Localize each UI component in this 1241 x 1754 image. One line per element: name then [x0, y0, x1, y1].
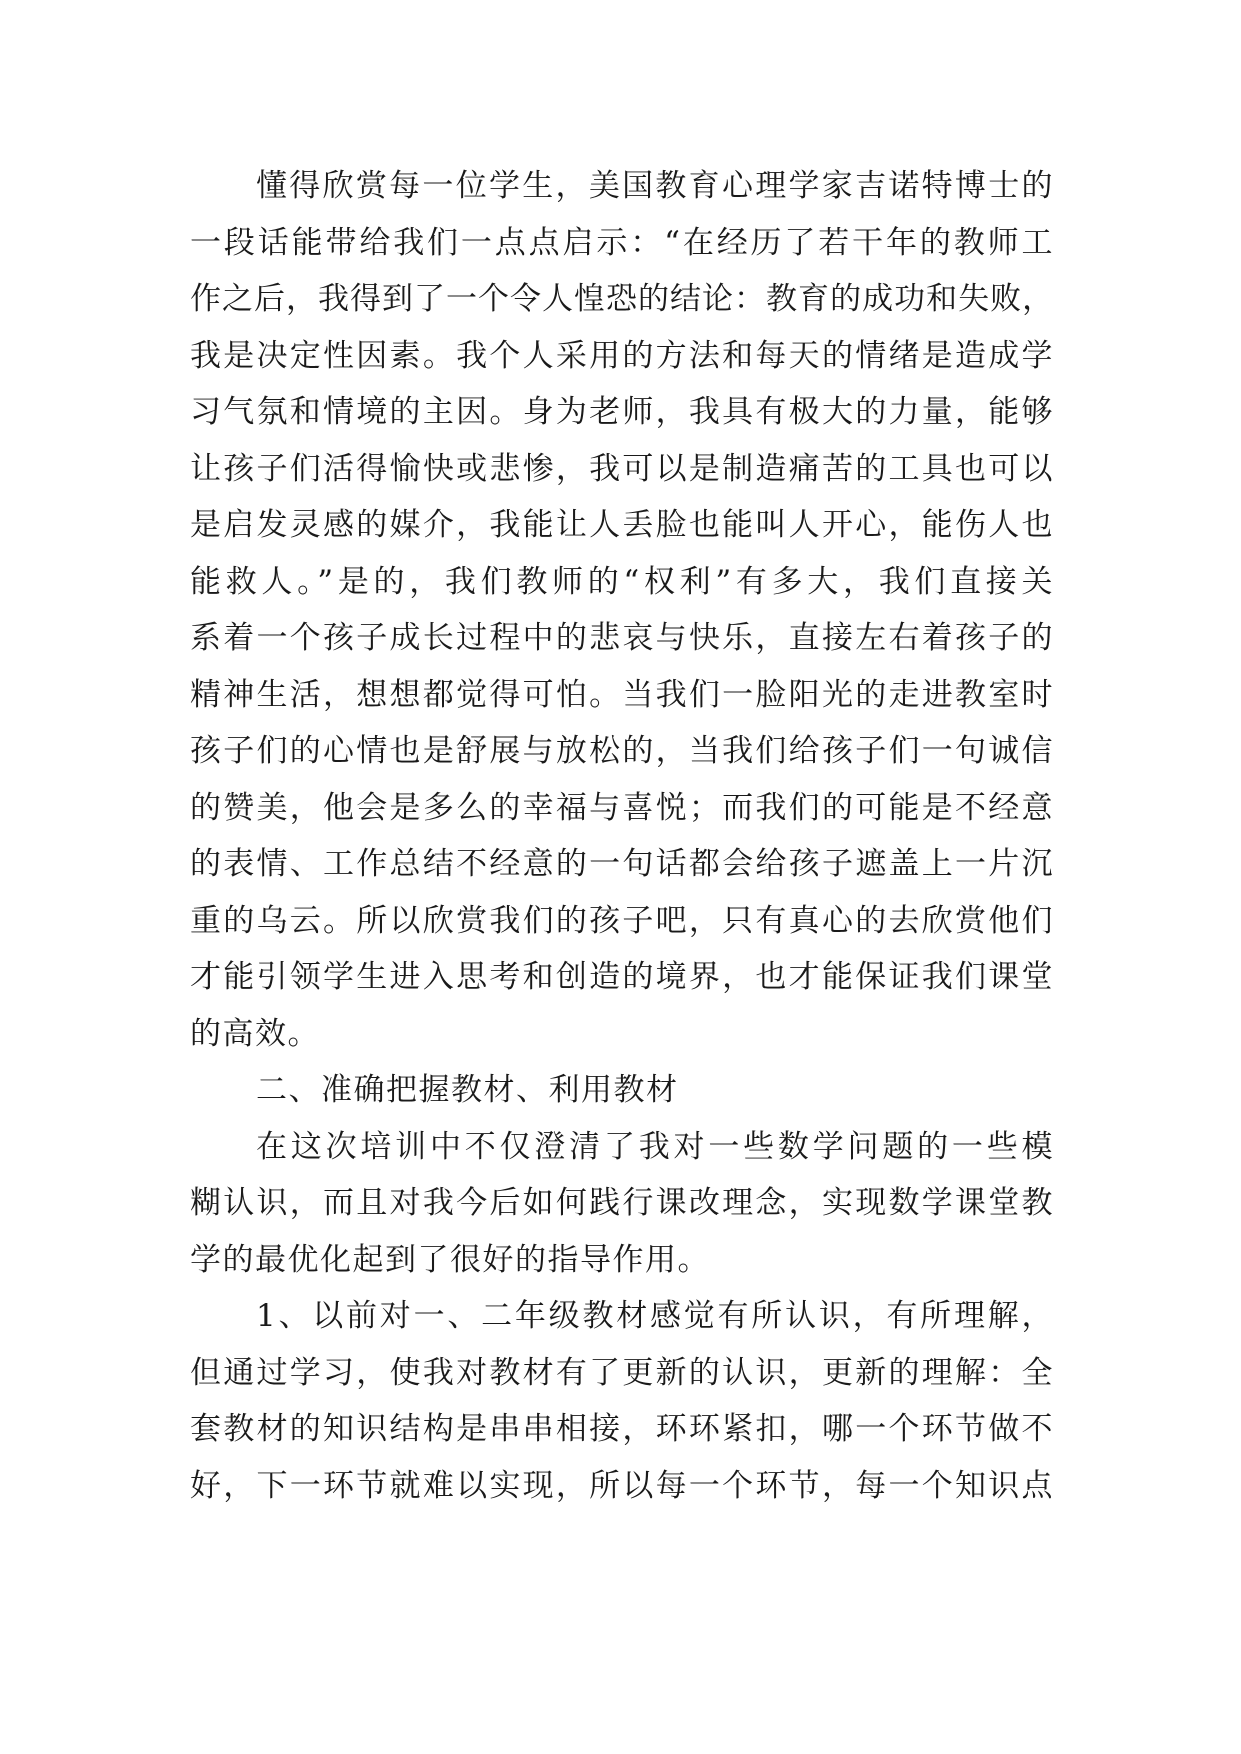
- text-line: 在这次培训中不仅澄清了我对一些数学问题的一些模: [256, 1128, 1054, 1165]
- text-line: 孩子们的心情也是舒展与放松的，当我们给孩子们一句诚信: [190, 733, 1054, 769]
- text-line: 一段话能带给我们一点点启示：“在经历了若干年的教师工: [190, 224, 1054, 261]
- text-line: 好，下一环节就难以实现，所以每一个环节，每一个知识点: [190, 1467, 1054, 1504]
- text-line: 是启发灵感的媒介，我能让人丢脸也能叫人开心，能伤人也: [190, 507, 1054, 543]
- text-line: 作之后，我得到了一个令人惶恐的结论：教育的成功和失败，: [190, 281, 1054, 317]
- text-line: 系着一个孩子成长过程中的悲哀与快乐，直接左右着孩子的: [190, 620, 1054, 656]
- text-line: 但通过学习，使我对教材有了更新的认识，更新的理解：全: [190, 1354, 1054, 1391]
- text-line: 的表情、工作总结不经意的一句话都会给孩子遮盖上一片沉: [190, 846, 1054, 882]
- text-line: 能救人。”是的，我们教师的“权利”有多大，我们直接关: [190, 563, 1054, 600]
- text-line: 的赞美，他会是多么的幸福与喜悦；而我们的可能是不经意: [190, 789, 1054, 826]
- text-line: 习气氛和情境的主因。身为老师，我具有极大的力量，能够: [190, 394, 1054, 430]
- document-body: [190, 158, 1054, 1514]
- text-line: 精神生活，想想都觉得可怕。当我们一脸阳光的走进教室时: [190, 676, 1054, 713]
- text-line: 重的乌云。所以欣赏我们的孩子吧，只有真心的去欣赏他们: [190, 902, 1054, 939]
- text-line: 才能引领学生进入思考和创造的境界，也才能保证我们课堂: [190, 959, 1054, 995]
- text-line: 二、准确把握教材、利用教材: [256, 1072, 679, 1108]
- text-line: 糊认识，而且对我今后如何践行课改理念，实现数学课堂教: [190, 1185, 1054, 1221]
- text-line: 我是决定性因素。我个人采用的方法和每天的情绪是造成学: [190, 337, 1054, 374]
- text-line: 学的最优化起到了很好的指导作用。: [190, 1241, 710, 1278]
- text-line: 1、以前对一、二年级教材感觉有所认识，有所理解，: [256, 1298, 1054, 1334]
- text-line: 套教材的知识结构是串串相接，环环紧扣，哪一个环节做不: [190, 1411, 1054, 1447]
- text-line: 让孩子们活得愉快或悲惨，我可以是制造痛苦的工具也可以: [190, 450, 1054, 487]
- text-line: 懂得欣赏每一位学生，美国教育心理学家吉诺特博士的: [256, 168, 1054, 204]
- text-line: 的高效。: [190, 1015, 320, 1052]
